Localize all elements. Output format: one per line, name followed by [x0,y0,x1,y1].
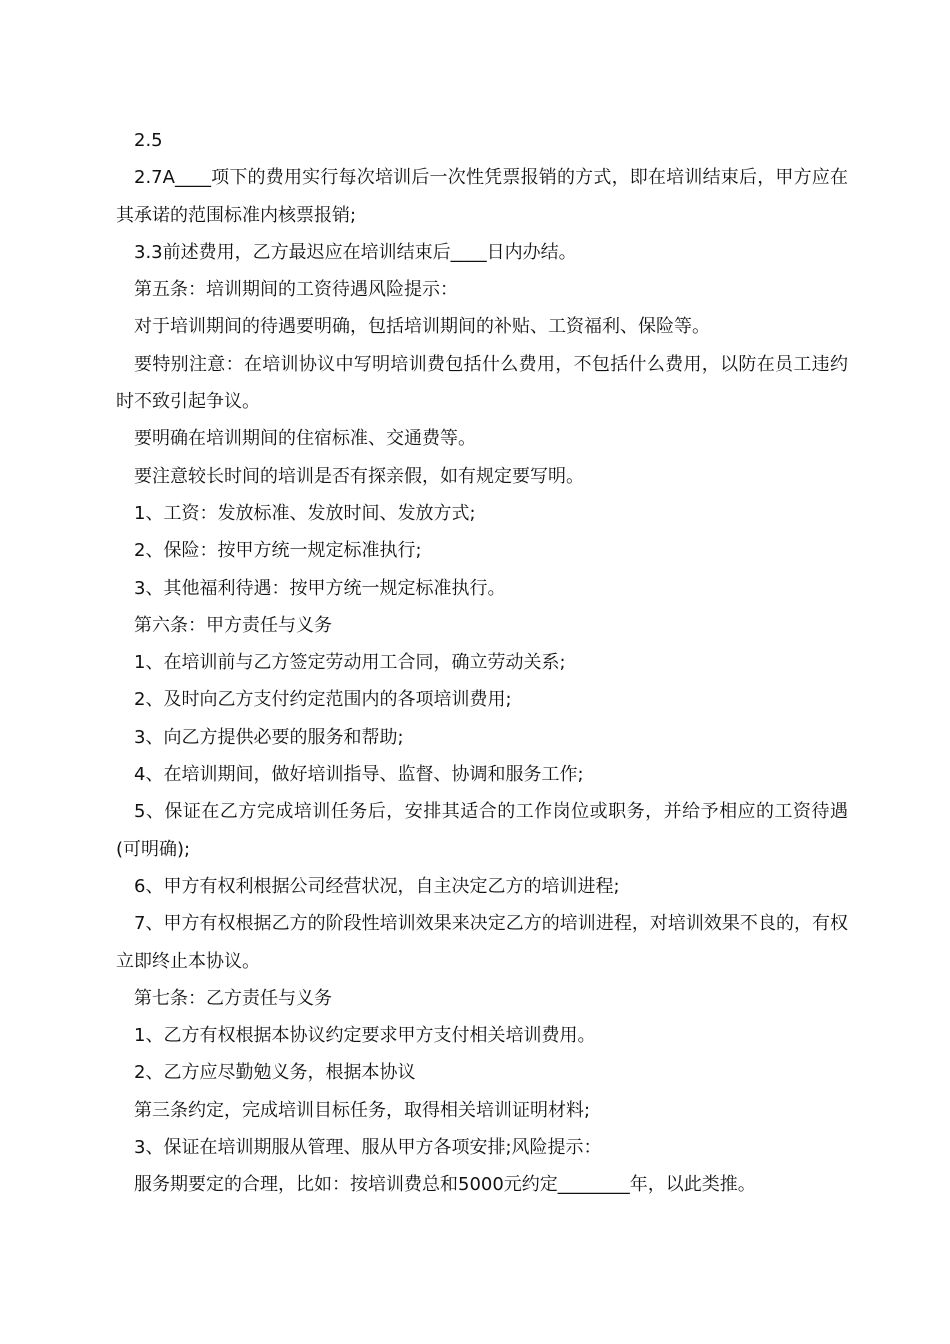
paragraph-2-5: 2.5 [134,130,163,151]
section-heading-article-7: 第七条：乙方责任与义务 [134,987,332,1009]
document-body [116,122,848,1204]
paragraph-2-7: 2.7A____项下的费用实行每次培训后一次性凭票报销的方式，即在培训结束后，甲方应在其承诺的范围标准内核票报销; [116,167,848,226]
paragraph-3-3: 3.3前述费用，乙方最迟应在培训结束后____日内办结。 [134,241,577,263]
list-item-wages: 1、工资：发放标准、发放时间、发放方式; [134,502,476,524]
list-item-insurance: 2、保险：按甲方统一规定标准执行; [134,540,422,562]
list-item-party-b-1: 1、乙方有权根据本协议约定要求甲方支付相关培训费用。 [134,1025,596,1047]
list-item-other-benefits: 3、其他福利待遇：按甲方统一规定标准执行。 [134,577,506,599]
list-item-party-b-3: 3、保证在培训期服从管理、服从甲方各项安排;风险提示： [134,1137,602,1159]
paragraph-treatment-clarity: 对于培训期间的待遇要明确，包括培训期间的补贴、工资福利、保险等。 [134,316,710,338]
paragraph-special-attention: 要特别注意：在培训协议中写明培训费包括什么费用，不包括什么费用，以防在员工违约时不致引起争议。 [116,353,848,413]
paragraph-home-leave: 要注意较长时间的培训是否有探亲假，如有规定要写明。 [134,465,584,487]
section-heading-article-6: 第六条：甲方责任与义务 [134,614,332,636]
list-item-party-a-4: 4、在培训期间，做好培训指导、监督、协调和服务工作; [134,764,584,786]
list-item-party-a-7: 7、甲方有权根据乙方的阶段性培训效果来决定乙方的培训进程，对培训效果不良的，有权立即终止本协议。 [116,913,848,972]
list-item-party-a-5: 5、保证在乙方完成培训任务后，安排其适合的工作岗位或职务，并给予相应的工资待遇(可明确); [116,801,848,860]
paragraph-service-period: 服务期要定的合理，比如：按培训费总和5000元约定________年，以此类推。 [134,1174,756,1196]
paragraph-article-3-agreement: 第三条约定，完成培训目标任务，取得相关培训证明材料; [134,1099,591,1121]
paragraph-accommodation: 要明确在培训期间的住宿标准、交通费等。 [134,428,476,450]
list-item-party-a-6: 6、甲方有权利根据公司经营状况，自主决定乙方的培训进程; [134,875,620,897]
list-item-party-b-2: 2、乙方应尽勤勉义务，根据本协议 [134,1062,416,1084]
list-item-party-a-3: 3、向乙方提供必要的服务和帮助; [134,726,404,748]
list-item-party-a-2: 2、及时向乙方支付约定范围内的各项培训费用; [134,689,512,711]
list-item-party-a-1: 1、在培训前与乙方签定劳动用工合同，确立劳动关系; [134,652,566,674]
section-heading-article-5: 第五条：培训期间的工资待遇风险提示： [134,279,458,301]
